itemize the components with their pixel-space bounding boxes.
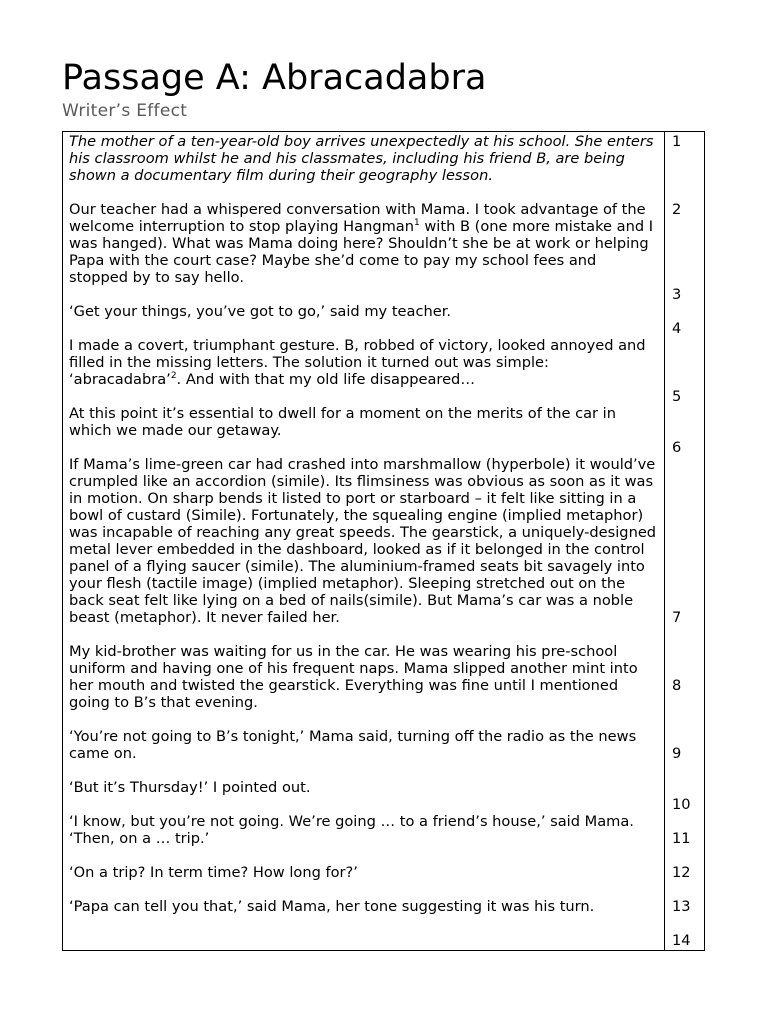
footnote-marker: 2	[170, 371, 177, 381]
line-number: 2	[672, 201, 682, 218]
line-number: 3	[672, 286, 682, 303]
passage-paragraph: My kid-brother was waiting for us in the car. He was wearing his pre-school uniform and having one of his frequent naps. Mama slipped another mint into her mouth and twisted the gearstick. Everything was fine until I mentioned going to B’s that evening.	[69, 643, 638, 711]
passage-paragraph: If Mama’s lime-green car had crashed into marshmallow (hyperbole) it would’ve crumpled like an accordion (simile). Its flimsiness was obvious as soon as it was in motion. On sharp bends it listed to port or starboard – it felt like sitting in a bowl of custard (Simile). Fortunately, the squealing engine (implied metaphor) was incapable of reaching any great speeds. The gearstick, a uniquely-designed metal lever embedded in the dashboard, looked as if it belonged in the control panel of a flying saucer (simile). The aluminium-framed seats bit savagely into your flesh (tactile image) (implied metaphor). Sleeping stretched out on the back seat felt like lying on a bed of nails(simile). But Mama’s car was a noble beast (metaphor). It never failed her.	[69, 456, 657, 626]
line-number: 9	[672, 745, 682, 762]
line-number: 11	[672, 830, 691, 847]
passage-paragraph: ‘On a trip? In term time? How long for?’	[69, 864, 358, 881]
passage-paragraph: ‘Get your things, you’ve got to go,’ said my teacher.	[69, 303, 452, 320]
line-number: 8	[672, 677, 682, 694]
paragraph-text: . And with that my old life disappeared…	[176, 371, 475, 388]
line-number: 10	[672, 796, 691, 813]
paragraph-text: I made a covert, triumphant gesture. B, robbed of victory, looked annoyed and filled in the missing letters. The solution it turned out was simple: ‘abracadabra’	[69, 337, 646, 388]
line-number: 6	[672, 439, 682, 456]
passage-paragraph	[69, 337, 659, 388]
intro-paragraph: The mother of a ten-year-old boy arrives unexpectedly at his school. She enters his classroom whilst he and his classmates, including his friend B, are being shown a documentary film during their geography lesson.	[69, 133, 654, 184]
passage-paragraph: ‘But it’s Thursday!’ I pointed out.	[69, 779, 311, 796]
line-number: 7	[672, 609, 682, 626]
line-number: 13	[672, 898, 691, 915]
passage-text	[69, 133, 659, 915]
line-number: 1	[672, 133, 682, 150]
column-divider	[664, 131, 665, 951]
passage-paragraph	[69, 201, 659, 286]
line-number: 12	[672, 864, 691, 881]
passage-paragraph: ‘Papa can tell you that,’ said Mama, her tone suggesting it was his turn.	[69, 898, 595, 915]
footnote-marker: 1	[414, 218, 420, 228]
passage-paragraph: ‘I know, but you’re not going. We’re going … to a friend’s house,’ said Mama. ‘Then, on a … trip.’	[69, 813, 634, 847]
passage-paragraph: At this point it’s essential to dwell for a moment on the merits of the car in which we made our getaway.	[69, 405, 616, 439]
line-number: 4	[672, 320, 682, 337]
paragraph-text: with B (one more mistake and I was hanged). What was Mama doing here? Shouldn’t she be at work or helping Papa with the court case? Maybe she’d come to pay my school fees and stopped by to say hello.	[69, 218, 654, 286]
line-number: 14	[672, 932, 691, 949]
passage-paragraph: ‘You’re not going to B’s tonight,’ Mama said, turning off the radio as the news came on.	[69, 728, 637, 762]
line-number: 5	[672, 388, 682, 405]
paragraph-text: Our teacher had a whispered conversation with Mama. I took advantage of the welcome interruption to stop playing Hangman	[69, 201, 646, 235]
page-subtitle: Writer’s Effect	[62, 101, 188, 121]
page-title: Passage A: Abracadabra	[62, 58, 487, 98]
